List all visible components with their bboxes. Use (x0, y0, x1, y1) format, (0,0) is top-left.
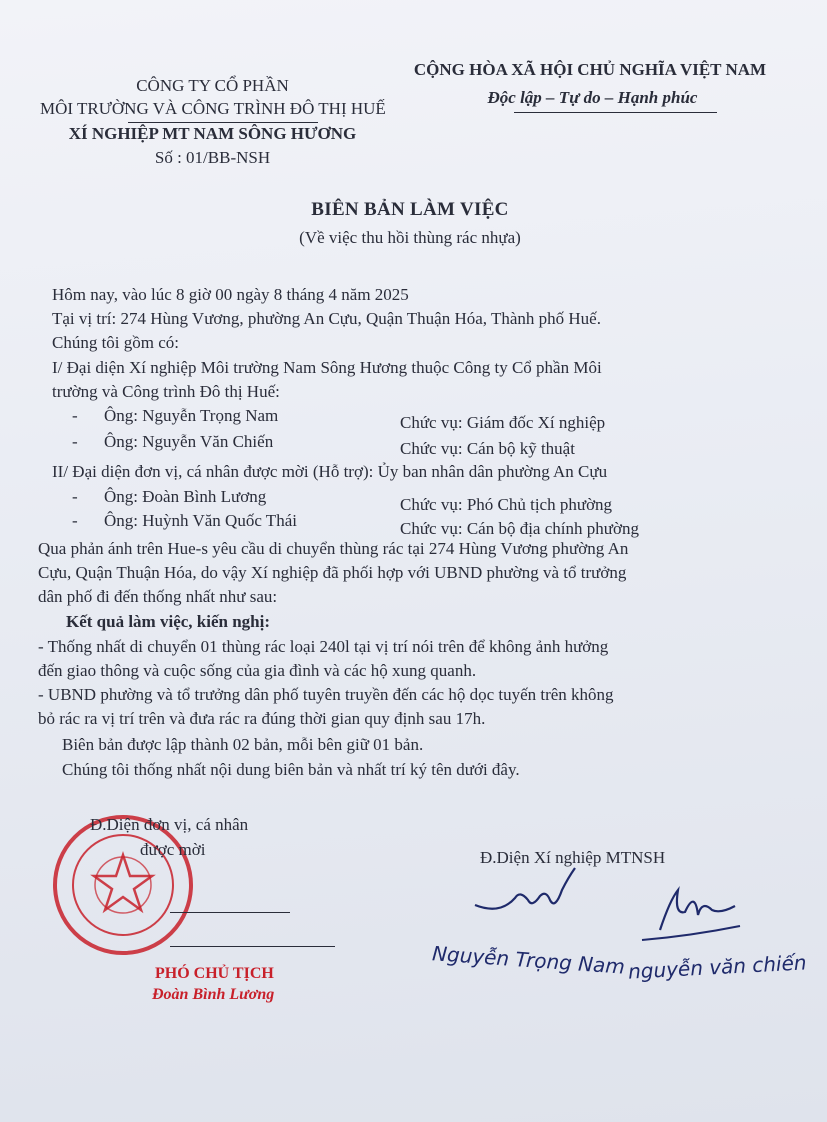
result2-line2: bỏ rác ra vị trí trên và đưa rác ra đúng thời gian quy định sau 17h. (38, 709, 486, 728)
person-name: Ông: Nguyễn Văn Chiến (104, 432, 274, 451)
result1-line2: đến giao thông và cuộc sống của gia đình và các hộ xung quanh. (38, 661, 477, 680)
members-intro: Chúng tôi gồm có: (52, 333, 180, 352)
paragraph-line3: dân phố đi đến thống nhất như sau: (38, 587, 278, 606)
person-role: Chức vụ: Cán bộ địa chính phường (400, 519, 639, 538)
handwritten-name-chien: nguyễn văn chiến (627, 950, 808, 984)
paragraph-line2: Cựu, Quận Thuận Hóa, do vậy Xí nghiệp đã phối hợp với UBND phường và tổ trưởng (38, 563, 627, 582)
person-name: Ông: Nguyễn Trọng Nam (104, 406, 279, 425)
result1-line1: - Thống nhất di chuyển 01 thùng rác loại 240l tại vị trí nói trên để không ảnh hưởng (38, 637, 609, 656)
signature-rule (170, 946, 335, 947)
right-signatory-label: Đ.Diện Xí nghiệp MTNSH (480, 848, 666, 867)
result2-line1: - UBND phường và tổ trưởng dân phố tuyên truyền đến các hộ dọc tuyến trên không (38, 685, 614, 704)
person-role: Chức vụ: Giám đốc Xí nghiệp (400, 413, 606, 432)
date-line: Hôm nay, vào lúc 8 giờ 00 ngày 8 tháng 4 năm 2025 (52, 285, 409, 304)
section1-line1: I/ Đại diện Xí nghiệp Môi trường Nam Sông Hương thuộc Công ty Cổ phần Môi (52, 358, 602, 377)
signature-chien (640, 870, 750, 950)
person-name: Ông: Đoàn Bình Lương (104, 487, 267, 506)
left-signatory-label: được mời (140, 840, 206, 859)
list-dash: - (72, 487, 78, 506)
left-signatory-name: Đoàn Bình Lương (152, 986, 275, 1003)
copies-line: Biên bản được lập thành 02 bản, mỗi bên giữ 01 bản. (62, 735, 424, 754)
list-dash: - (72, 432, 78, 451)
paragraph-line1: Qua phản ánh trên Hue-s yêu cầu di chuyển thùng rác tại 274 Hùng Vương phường An (38, 539, 629, 558)
left-signatory-title: PHÓ CHỦ TỊCH (155, 965, 274, 982)
header-left-underline (128, 122, 318, 123)
unit-name: XÍ NGHIỆP MT NAM SÔNG HƯƠNG (68, 124, 357, 143)
location-line: Tại vị trí: 274 Hùng Vương, phường An Cựu, Quận Thuận Hóa, Thành phố Huế. (52, 309, 601, 328)
person-role: Chức vụ: Cán bộ kỹ thuật (400, 439, 575, 458)
list-dash: - (72, 406, 78, 425)
motto-underline (514, 112, 717, 113)
section1-line2: trường và Công trình Đô thị Huế: (52, 382, 280, 401)
left-signatory-label: Đ.Diện đơn vị, cá nhân (90, 815, 249, 834)
document-subtitle: (Về việc thu hồi thùng rác nhựa) (299, 228, 521, 247)
section2-line: II/ Đại diện đơn vị, cá nhân được mời (Hỗ trợ): Ủy ban nhân dân phường An Cựu (52, 462, 608, 481)
agreement-line: Chúng tôi thống nhất nội dung biên bản và nhất trí ký tên dưới đây. (62, 760, 520, 779)
results-heading: Kết quả làm việc, kiến nghị: (66, 612, 271, 631)
handwritten-name-nam: Nguyễn Trọng Nam (431, 941, 626, 979)
list-dash: - (72, 511, 78, 530)
document-number: Số : 01/BB-NSH (154, 148, 271, 167)
nation-title: CỘNG HÒA XÃ HỘI CHỦ NGHĨA VIỆT NAM (413, 60, 767, 79)
company-name-line1: CÔNG TY CỔ PHẦN (136, 76, 289, 95)
signature-rule (170, 912, 290, 913)
company-name-line2: MÔI TRƯỜNG VÀ CÔNG TRÌNH ĐÔ THỊ HUẾ (40, 99, 386, 118)
document-title: BIÊN BẢN LÀM VIỆC (311, 199, 509, 220)
signature-nam (470, 860, 580, 930)
person-name: Ông: Huỳnh Văn Quốc Thái (104, 511, 297, 530)
person-role: Chức vụ: Phó Chủ tịch phường (400, 495, 613, 514)
nation-motto: Độc lập – Tự do – Hạnh phúc (487, 88, 698, 107)
